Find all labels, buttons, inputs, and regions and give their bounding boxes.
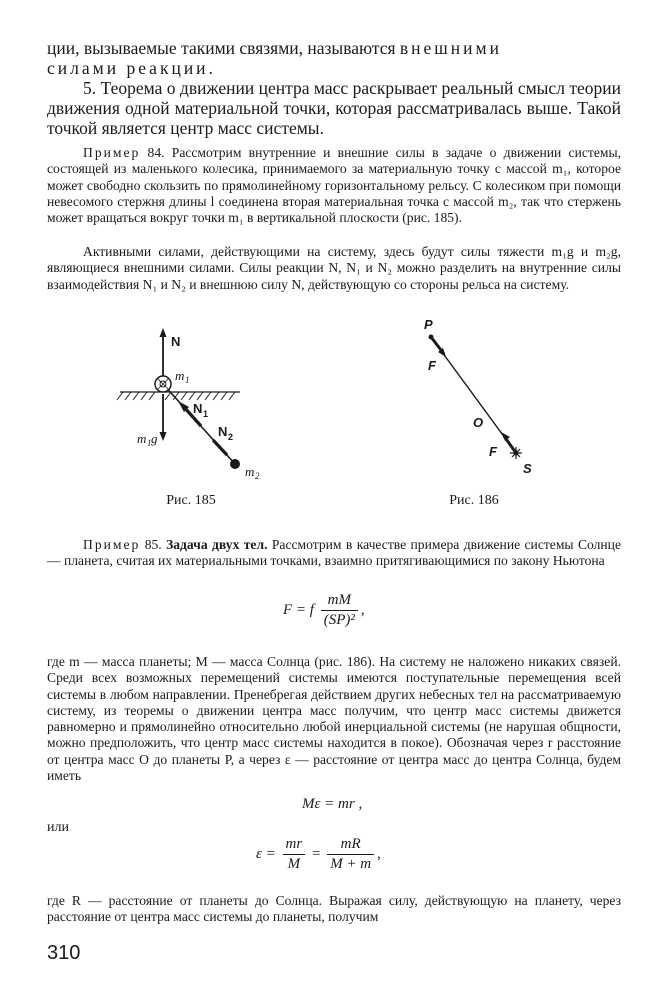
figure-185 — [105, 318, 280, 488]
label-m1-sub: 1 — [185, 375, 190, 385]
formula-newton-numerator: mM — [321, 592, 358, 611]
force-f-bottom-arrowhead — [501, 432, 510, 441]
label-m1g-g: g — [151, 431, 158, 446]
top-paragraph — [47, 38, 621, 78]
gravity-m1g-arrowhead — [160, 432, 167, 441]
formula-newton — [283, 592, 365, 629]
final-paragraph: где R — расстояние от планеты до Солнца. Выражая силу, действующую на планету, через расстояние от центра масс системы до планеты, получим — [47, 893, 621, 925]
force-n2-arrow — [213, 440, 227, 455]
example-85-paragraph — [47, 537, 621, 570]
term-external: внешними — [399, 38, 502, 58]
word-or: или — [47, 820, 69, 835]
label-m1g: m — [137, 431, 147, 446]
formula-epsilon-num2: mR — [327, 836, 374, 855]
example-85-label: Пример — [83, 537, 141, 552]
label-f-bottom: F — [489, 444, 497, 459]
forces-paragraph: Активными силами, действующими на систему, здесь будут силы тяжести m₁g и m₂g, являющиеся внешними силами. Силы реакции N, N₁ и N₂ можно разделить на внутренние силы взаимодействия N₁ и N₂ и внешнюю силу N, действующую со стороны рельса на систему. — [47, 244, 621, 292]
figure-186-caption: Рис. 186 — [449, 493, 499, 508]
label-n2-sub: 2 — [228, 432, 234, 442]
formula-newton-comma: , — [360, 601, 365, 618]
example-85-number: 85. — [140, 537, 167, 552]
formula-epsilon-fraction-1 — [283, 836, 306, 873]
label-o: O — [473, 415, 484, 430]
formula-newton-fraction — [321, 592, 358, 629]
example-84-paragraph — [47, 145, 621, 226]
label-p: P — [424, 317, 433, 332]
term-reaction-forces: силами реакции. — [47, 58, 216, 78]
formula-epsilon-comma: , — [377, 845, 381, 862]
label-m2: m — [245, 464, 255, 479]
formula-epsilon-den2: M + m — [330, 856, 372, 872]
label-n1: N — [193, 401, 203, 416]
example-85-text: Рассмотрим в качестве примера движение системы Солнце — планета, считая их материальными точками, взаимно притягивающимися по закону Ньютона — [47, 537, 621, 569]
formula-epsilon-den1: M — [287, 856, 301, 872]
label-m2-sub: 2 — [255, 471, 260, 481]
label-m1: m — [175, 368, 185, 383]
formula-epsilon-lhs: ε = — [256, 845, 276, 862]
force-n-arrowhead — [160, 328, 167, 337]
formula-epsilon — [256, 836, 381, 873]
label-s: S — [523, 461, 532, 476]
formula-epsilon-num1: mr — [283, 836, 306, 855]
formula-newton-lhs: F = f — [283, 601, 314, 618]
formula-center-of-mass-text: Mε = mr , — [302, 796, 363, 812]
label-m1g-sub: 1 — [147, 438, 152, 448]
formula-epsilon-equals: = — [311, 845, 321, 862]
mass-m2 — [230, 459, 240, 469]
label-n2: N — [218, 424, 228, 439]
label-f-top: F — [428, 358, 436, 373]
planet-p — [429, 335, 434, 340]
label-n: N — [171, 334, 181, 349]
example-84-label: Пример — [83, 145, 141, 160]
top-line1: ции, вызываемые такими связями, называются — [47, 38, 400, 58]
theorem-paragraph: 5. Теорема о движении центра масс раскрывает реальный смысл теории движения одной материальной точки, которая рассматривалась выше. Такой точкой является центр масс системы. — [47, 78, 621, 138]
example-85-title: Задача двух тел. — [166, 537, 268, 552]
main-paragraph: где m — масса планеты; M — масса Солнца (рис. 186). На систему не наложено никаких связей. Среди всех возможных перемещений системы имеются поступательные перемещения всей системы в любом направлении. Пренебрегая действием других небесных тел на рассматриваемую систему, из теоремы о движении центра масс получим, что центр масс системы движется равномерно и прямолинейно относительно любой инерциальной системы (не нарушая общности, можно предположить, что центр масс системы находится в покое). Обозначая через r расстояние от центра масс O до планеты P, а через ε — расстояние от центра масс до центра Солнца, будем иметь — [47, 654, 621, 784]
formula-center-of-mass — [302, 796, 362, 813]
label-n1-sub: 1 — [203, 409, 209, 419]
figure-186 — [408, 315, 548, 485]
page-number: 310 — [47, 942, 81, 964]
figure-185-caption: Рис. 185 — [166, 493, 216, 508]
example-84-text: 84. Рассмотрим внутренние и внешние силы в задаче о движении системы, состоящей из маленького колесика, принимаемого за материальную точку с массой m₁, которое может свободно скользить по прямолинейному горизонтальному рельсу. С колесиком при помощи невесомого стержня длины l соединена вторая материальная точка с массой m₂, так что стержень может вращаться вокруг точки m₁ в вертикальной плоскости (рис. 185). — [47, 145, 621, 226]
formula-epsilon-fraction-2 — [327, 836, 374, 873]
formula-newton-denominator: (SP)² — [323, 612, 355, 628]
